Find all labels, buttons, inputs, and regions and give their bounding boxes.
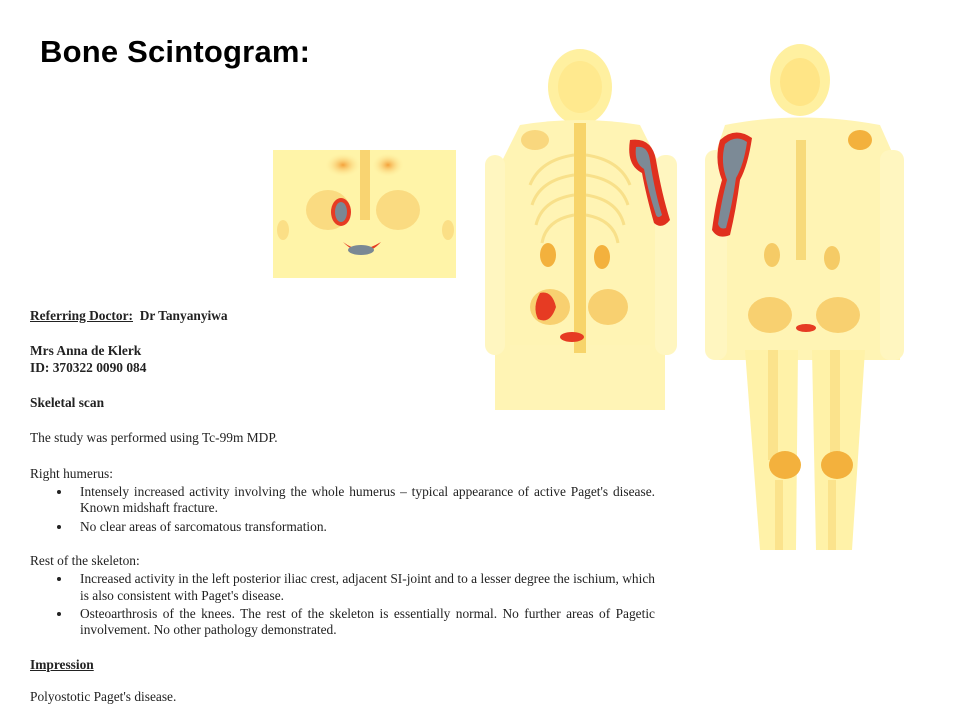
- list-item: • Intensely increased activity involving the whole humerus – typical appearance of active Paget's disease. Known midshaft fracture.: [72, 484, 655, 517]
- patient-name: Mrs Anna de Klerk: [30, 343, 142, 359]
- list-item: • Increased activity in the left posterior iliac crest, adjacent SI-joint and to a lesser degree the ischium, which is also consistent with Paget's disease.: [72, 571, 655, 604]
- scan-report: [30, 300, 655, 706]
- list-item: • Osteoarthrosis of the knees. The rest of the skeleton is essentially normal. No further areas of Pagetic involvement. No other pathology demonstrated.: [72, 606, 655, 639]
- impression-heading: Impression: [30, 656, 94, 672]
- referring-doctor-label: Referring Doctor:: [30, 308, 133, 323]
- slide-title: Bone Scintogram:: [40, 34, 311, 69]
- patient-id: ID: 370322 0090 084: [30, 359, 147, 375]
- impression-text: Polyostotic Paget's disease.: [30, 689, 177, 705]
- study-note: The study was performed using Tc-99m MDP.: [30, 430, 278, 446]
- section-heading-humerus: Right humerus:: [30, 465, 113, 481]
- referring-doctor-name: Dr Tanyanyiwa: [139, 308, 228, 323]
- pelvis-scan-image: [273, 150, 456, 278]
- anterior-scan-image: [700, 30, 915, 560]
- list-item: • No clear areas of sarcomatous transformation.: [72, 519, 655, 535]
- humerus-findings-list: [30, 484, 655, 535]
- skeleton-findings-list: [30, 571, 655, 638]
- scan-type: Skeletal scan: [30, 395, 105, 411]
- section-heading-skeleton: Rest of the skeleton:: [30, 553, 140, 569]
